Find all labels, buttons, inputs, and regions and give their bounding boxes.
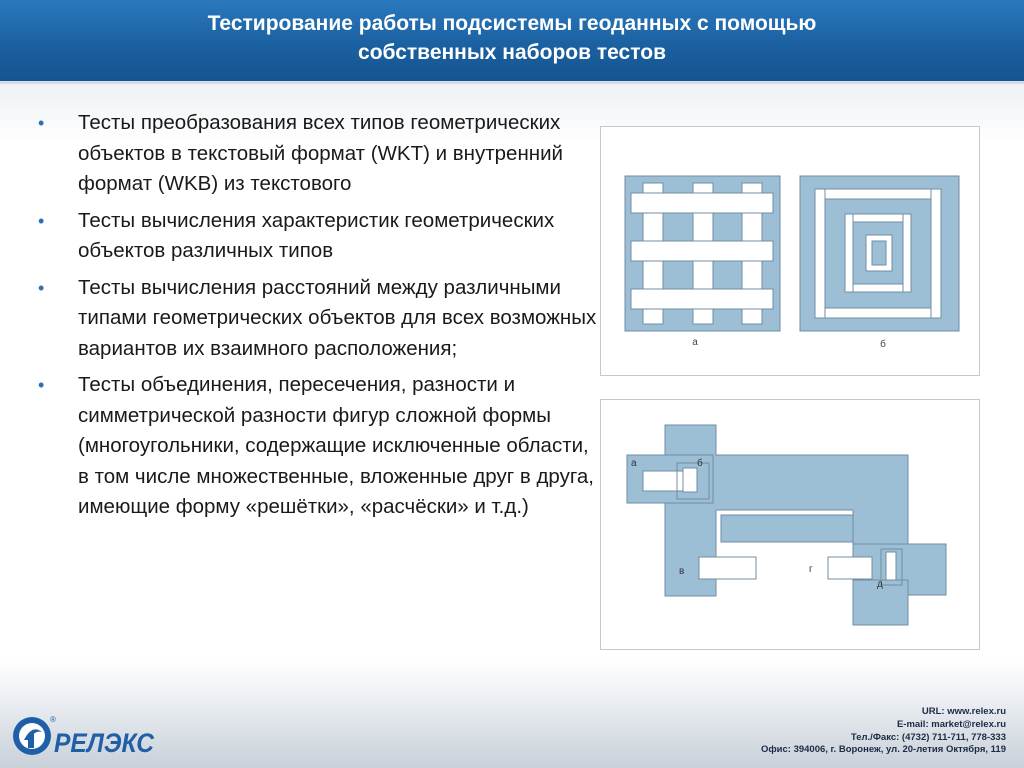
label-b: б bbox=[697, 458, 703, 469]
figure-lattice-svg bbox=[601, 127, 979, 375]
hole-g bbox=[828, 557, 872, 579]
relex-logo-icon bbox=[10, 710, 160, 762]
hole-v bbox=[699, 557, 756, 579]
frame-bar bbox=[845, 284, 911, 292]
frame-bar bbox=[815, 189, 825, 318]
contact-email: E-mail: market@relex.ru bbox=[896, 718, 1006, 730]
bullet-marker: • bbox=[38, 113, 45, 133]
hole-d bbox=[886, 552, 896, 580]
bullet-text: Тесты вычисления расстояний между различными типами геометрических объектов для всех возможных вариантов их взаимного расположения; bbox=[78, 275, 597, 360]
inner-core-rect bbox=[872, 241, 886, 265]
bullet-item bbox=[38, 206, 598, 267]
frame-bar bbox=[903, 214, 911, 292]
bullet-item bbox=[38, 370, 598, 523]
label-b: б bbox=[880, 339, 886, 350]
slide-title-line-2: собственных наборов тестов bbox=[358, 41, 666, 64]
frame-bar bbox=[931, 189, 941, 318]
figure-polygon-svg bbox=[601, 400, 979, 649]
figure-complex-polygon bbox=[600, 399, 980, 650]
title-bar bbox=[0, 0, 1024, 84]
bullet-marker: • bbox=[38, 277, 45, 298]
bullet-marker: • bbox=[38, 210, 45, 231]
bullet-text: Тесты объединения, пересечения, разности и симметрической разности фигур сложной формы (многоугольники, содержащие исключенные области, в том числе множественные, вложенные друг в друга, имеющие форму «решётки», «расчёски» и т.д.) bbox=[78, 373, 594, 518]
frame-bar bbox=[845, 214, 911, 222]
label-g: г bbox=[809, 564, 813, 575]
label-a: а bbox=[692, 337, 698, 348]
frame-bar bbox=[845, 214, 853, 292]
label-d: д bbox=[877, 579, 883, 590]
contact-info bbox=[761, 706, 1006, 757]
company-logo bbox=[10, 710, 160, 762]
bullet-text: Тесты преобразования всех типов геометрических объектов в текстовый формат (WKT) и внутренний формат (WKB) из текстового bbox=[78, 111, 563, 195]
frame-bar bbox=[815, 189, 941, 199]
bullet-text: Тесты вычисления характеристик геометрических объектов различных типов bbox=[78, 208, 555, 262]
bullet-item bbox=[38, 273, 598, 365]
label-v: в bbox=[679, 566, 685, 577]
bullet-list bbox=[38, 108, 598, 529]
logo-text: РЕЛЭКС bbox=[54, 728, 155, 758]
contact-url: URL: www.relex.ru bbox=[921, 706, 1006, 717]
bullet-item bbox=[38, 108, 598, 200]
lattice-bar bbox=[631, 289, 773, 309]
logo-registered-mark: ® bbox=[50, 715, 56, 724]
slide-title-line-1: Тестирование работы подсистемы геоданных с помощью bbox=[207, 12, 817, 35]
figure-lattice-and-nested bbox=[600, 126, 980, 376]
bullet-marker: • bbox=[38, 375, 45, 395]
lattice-bar bbox=[631, 193, 773, 213]
frame-bar bbox=[815, 308, 941, 318]
lattice-bar bbox=[631, 241, 773, 261]
slide-title bbox=[40, 9, 984, 67]
contact-office: Офис: 394006, г. Воронеж, ул. 20-летия Октября, 119 bbox=[760, 744, 1006, 756]
contact-phone: Тел./Факс: (4732) 711-711, 778-333 bbox=[850, 731, 1006, 743]
label-a: а bbox=[631, 458, 637, 469]
hole-b bbox=[683, 468, 697, 492]
